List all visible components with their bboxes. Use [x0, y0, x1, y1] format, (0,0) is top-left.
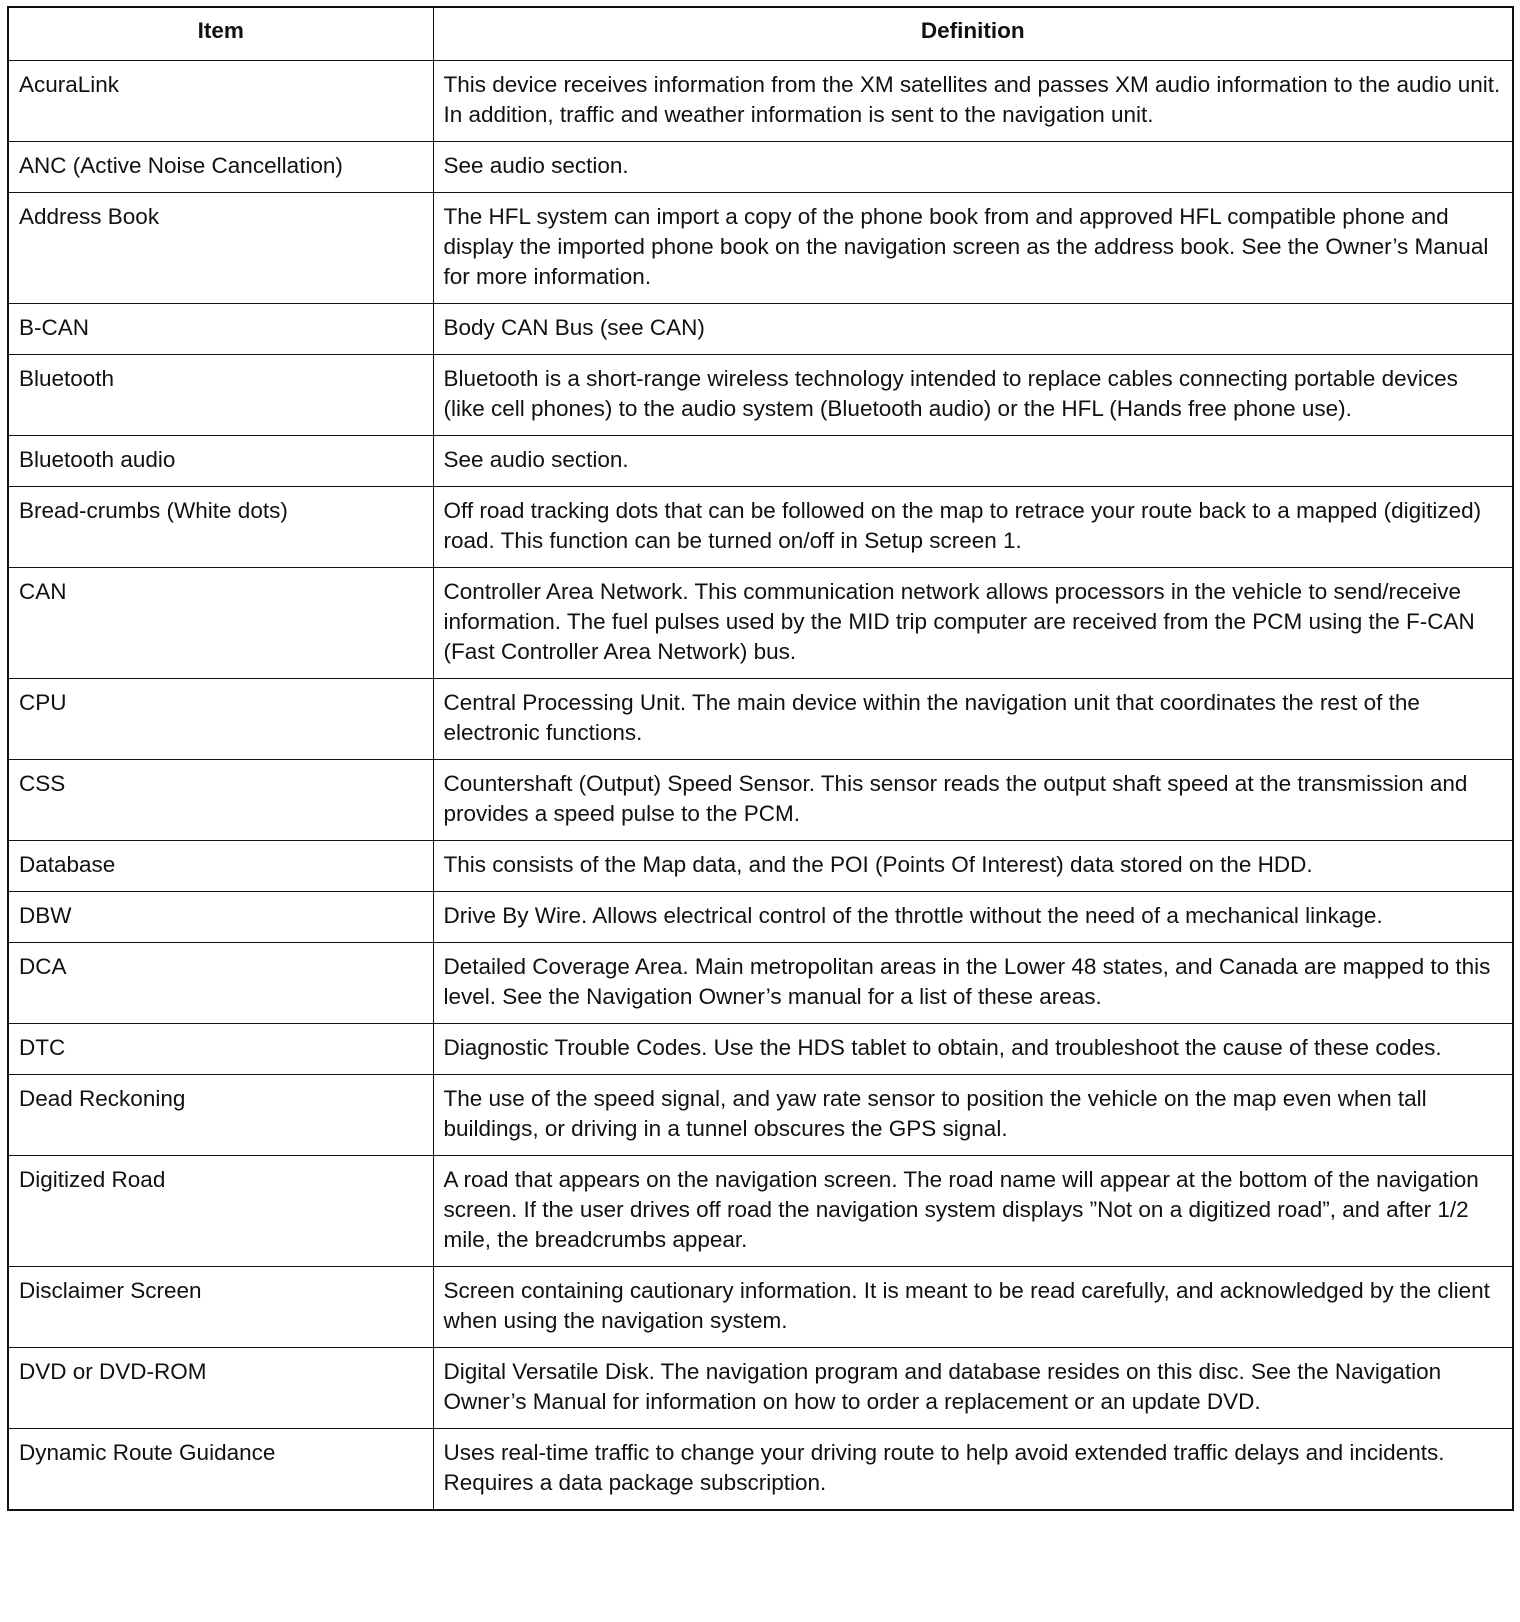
item-cell: AcuraLink	[8, 61, 433, 142]
definition-cell: The use of the speed signal, and yaw rate sensor to position the vehicle on the map even when tall buildings, or driving in a tunnel obscures the GPS signal.	[433, 1075, 1513, 1156]
definition-cell: Body CAN Bus (see CAN)	[433, 304, 1513, 355]
definition-cell: Drive By Wire. Allows electrical control of the throttle without the need of a mechanical linkage.	[433, 892, 1513, 943]
definition-cell: See audio section.	[433, 142, 1513, 193]
item-cell: DCA	[8, 943, 433, 1024]
definition-cell: Digital Versatile Disk. The navigation program and database resides on this disc. See the Navigation Owner’s Manual for information on how to order a replacement or an update DVD.	[433, 1348, 1513, 1429]
table-row	[8, 1075, 1513, 1156]
definition-cell: Off road tracking dots that can be followed on the map to retrace your route back to a mapped (digitized) road. This function can be turned on/off in Setup screen 1.	[433, 487, 1513, 568]
table-row	[8, 61, 1513, 142]
column-header-definition: Definition	[433, 7, 1513, 61]
table-row	[8, 1024, 1513, 1075]
item-cell: Bluetooth	[8, 355, 433, 436]
item-cell: Dead Reckoning	[8, 1075, 433, 1156]
definition-cell: Bluetooth is a short-range wireless technology intended to replace cables connecting portable devices (like cell phones) to the audio system (Bluetooth audio) or the HFL (Hands free phone use).	[433, 355, 1513, 436]
glossary-page	[7, 6, 1512, 1511]
item-cell: Disclaimer Screen	[8, 1267, 433, 1348]
definition-cell: Screen containing cautionary information. It is meant to be read carefully, and acknowledged by the client when using the navigation system.	[433, 1267, 1513, 1348]
table-row	[8, 142, 1513, 193]
table-row	[8, 1348, 1513, 1429]
table-row	[8, 892, 1513, 943]
table-row	[8, 355, 1513, 436]
glossary-table	[7, 6, 1514, 1511]
table-row	[8, 943, 1513, 1024]
item-cell: B-CAN	[8, 304, 433, 355]
table-row	[8, 679, 1513, 760]
table-row	[8, 193, 1513, 304]
definition-cell: Uses real-time traffic to change your driving route to help avoid extended traffic delays and incidents. Requires a data package subscription.	[433, 1429, 1513, 1511]
item-cell: Dynamic Route Guidance	[8, 1429, 433, 1511]
item-cell: CSS	[8, 760, 433, 841]
column-header-item: Item	[8, 7, 433, 61]
item-cell: CAN	[8, 568, 433, 679]
table-row	[8, 487, 1513, 568]
table-row	[8, 304, 1513, 355]
definition-cell: Central Processing Unit. The main device within the navigation unit that coordinates the rest of the electronic functions.	[433, 679, 1513, 760]
definition-cell: This consists of the Map data, and the POI (Points Of Interest) data stored on the HDD.	[433, 841, 1513, 892]
table-row	[8, 1156, 1513, 1267]
item-cell: Address Book	[8, 193, 433, 304]
header-row	[8, 7, 1513, 61]
definition-cell: A road that appears on the navigation screen. The road name will appear at the bottom of the navigation screen. If the user drives off road the navigation system displays ”Not on a digitized road”, and after 1/2 mile, the breadcrumbs appear.	[433, 1156, 1513, 1267]
definition-cell: Detailed Coverage Area. Main metropolitan areas in the Lower 48 states, and Canada are mapped to this level. See the Navigation Owner’s manual for a list of these areas.	[433, 943, 1513, 1024]
item-cell: CPU	[8, 679, 433, 760]
table-row	[8, 568, 1513, 679]
table-row	[8, 436, 1513, 487]
item-cell: ANC (Active Noise Cancellation)	[8, 142, 433, 193]
definition-cell: The HFL system can import a copy of the phone book from and approved HFL compatible phone and display the imported phone book on the navigation screen as the address book. See the Owner’s Manual for more information.	[433, 193, 1513, 304]
table-row	[8, 841, 1513, 892]
item-cell: Bluetooth audio	[8, 436, 433, 487]
definition-cell: This device receives information from the XM satellites and passes XM audio information to the audio unit. In addition, traffic and weather information is sent to the navigation unit.	[433, 61, 1513, 142]
glossary-body	[8, 61, 1513, 1511]
item-cell: Database	[8, 841, 433, 892]
item-cell: Bread-crumbs (White dots)	[8, 487, 433, 568]
table-row	[8, 1267, 1513, 1348]
table-row	[8, 1429, 1513, 1511]
definition-cell: Diagnostic Trouble Codes. Use the HDS tablet to obtain, and troubleshoot the cause of these codes.	[433, 1024, 1513, 1075]
item-cell: DBW	[8, 892, 433, 943]
item-cell: DTC	[8, 1024, 433, 1075]
item-cell: Digitized Road	[8, 1156, 433, 1267]
definition-cell: See audio section.	[433, 436, 1513, 487]
item-cell: DVD or DVD-ROM	[8, 1348, 433, 1429]
definition-cell: Countershaft (Output) Speed Sensor. This sensor reads the output shaft speed at the transmission and provides a speed pulse to the PCM.	[433, 760, 1513, 841]
table-row	[8, 760, 1513, 841]
definition-cell: Controller Area Network. This communication network allows processors in the vehicle to send/receive information. The fuel pulses used by the MID trip computer are received from the PCM using the F-CAN (Fast Controller Area Network) bus.	[433, 568, 1513, 679]
